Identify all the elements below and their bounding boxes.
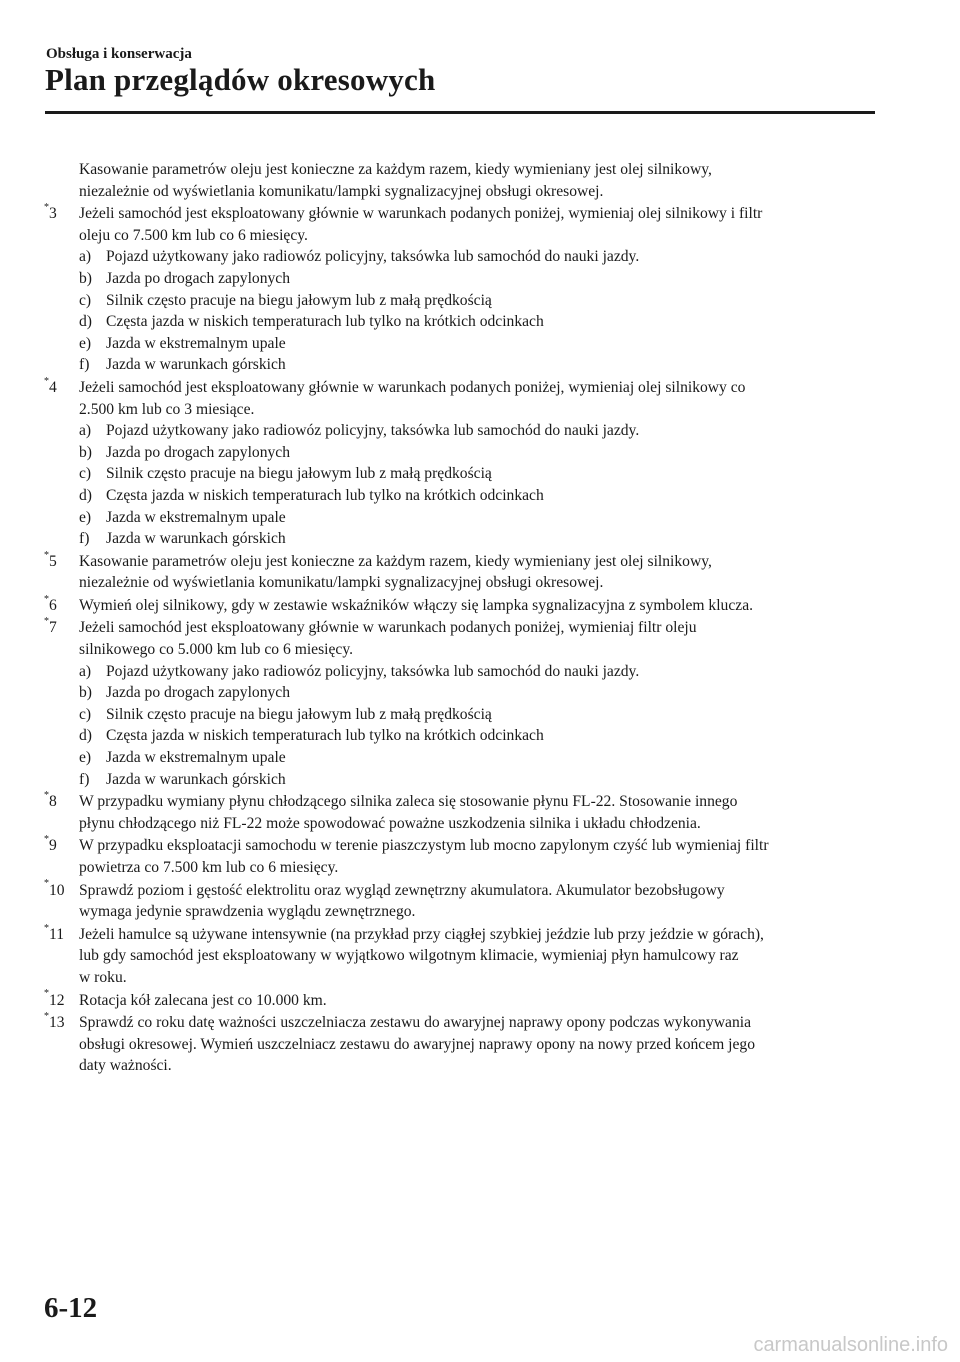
asterisk-mark: * xyxy=(44,202,49,213)
footnote-6 xyxy=(44,595,876,617)
list-item-text: Pojazd użytkowany jako radiowóz policyjny, taksówka lub samochód do nauki jazdy. xyxy=(106,662,640,680)
watermark: carmanualsonline.info xyxy=(753,1334,948,1356)
footnote-marker xyxy=(44,990,65,1012)
list-item xyxy=(79,661,876,683)
list-item-text: Silnik często pracuje na biegu jałowym lub z małą prędkością xyxy=(106,465,492,483)
footnote-number: 8 xyxy=(49,793,57,811)
list-item xyxy=(79,528,876,550)
list-item-text: Pojazd użytkowany jako radiowóz policyjny, taksówka lub samochód do nauki jazdy. xyxy=(106,422,640,440)
asterisk-mark: * xyxy=(44,922,49,934)
footnote-marker xyxy=(44,1012,65,1034)
text-line: powietrza co 7.500 km lub co 6 miesięcy. xyxy=(79,859,339,876)
list-item xyxy=(79,442,876,464)
footnote-marker xyxy=(44,551,57,573)
list-item-text: Jazda w ekstremalnym upale xyxy=(106,508,286,526)
footnote-12 xyxy=(44,990,876,1012)
list-marker: c) xyxy=(79,465,92,483)
footnote-11 xyxy=(44,924,876,989)
list-marker: f) xyxy=(79,530,90,548)
list-item-text: Jazda po drogach zapylonych xyxy=(106,684,291,702)
list-item xyxy=(79,507,876,529)
footnote-marker xyxy=(44,880,65,902)
list-item-text: Jazda w ekstremalnym upale xyxy=(106,334,286,352)
list-item-text: Jazda w warunkach górskich xyxy=(106,356,286,374)
list-marker: d) xyxy=(79,486,92,504)
page-title: Plan przeglądów okresowych xyxy=(45,62,436,97)
list-marker: d) xyxy=(79,727,92,745)
text-line: W przypadku wymiany płynu chłodzącego silnika zaleca się stosowanie płynu FL-22. Stosowanie innego xyxy=(79,793,738,811)
text-line: Rotacja kół zalecana jest co 10.000 km. xyxy=(79,991,327,1009)
asterisk-mark: * xyxy=(44,790,49,802)
list-marker: b) xyxy=(79,443,92,461)
text-line: obsługi okresowej. Wymień uszczelniacz zestawu do awaryjnej naprawy opony na nowy przed końcem jego xyxy=(79,1035,756,1053)
list-item-text: Częsta jazda w niskich temperaturach lub tylko na krótkich odcinkach xyxy=(106,727,544,745)
footnote-7 xyxy=(44,617,876,790)
footnote-number: 11 xyxy=(49,925,65,943)
footnote-marker xyxy=(44,924,64,946)
list-item xyxy=(79,420,876,442)
text-line: silnikowego co 5.000 km lub co 6 miesięcy. xyxy=(79,641,354,659)
text-line: W przypadku eksploatacji samochodu w terenie piaszczystym lub mocno zapylonym czyść lub wymieniaj filtr xyxy=(79,837,769,855)
list-marker: b) xyxy=(79,684,92,702)
intro-note xyxy=(44,159,876,202)
text-line: Jeżeli samochód jest eksploatowany głównie w warunkach podanych poniżej, wymieniaj olej silnikowy co xyxy=(79,378,746,396)
footnote-number: 13 xyxy=(49,1014,65,1032)
footnote-13 xyxy=(44,1012,876,1077)
footnote-number: 4 xyxy=(49,378,57,396)
footnotes-content xyxy=(44,159,876,1078)
text-line: Wymień olej silnikowy, gdy w zestawie wskaźników włączy się lampka sygnalizacyjna z symbolem klucza. xyxy=(79,596,754,614)
footnote-number: 3 xyxy=(49,205,57,223)
footnote-number: 10 xyxy=(49,881,65,899)
asterisk-mark: * xyxy=(44,834,49,846)
list-item xyxy=(79,246,876,268)
asterisk-mark: * xyxy=(44,1010,49,1022)
list-marker: e) xyxy=(79,749,92,767)
text-line: niezależnie od wyświetlania komunikatu/lampki sygnalizacyjnej obsługi okresowej. xyxy=(79,574,604,592)
footnote-number: 5 xyxy=(49,552,57,570)
text-line: w roku. xyxy=(79,968,127,986)
text-line: Jeżeli samochód jest eksploatowany głównie w warunkach podanych poniżej, wymieniaj filtr oleju xyxy=(79,619,697,637)
list-marker: b) xyxy=(79,269,92,287)
list-marker: c) xyxy=(79,291,92,309)
list-marker: c) xyxy=(79,705,92,723)
footnote-4 xyxy=(44,377,876,550)
list-item xyxy=(79,290,876,312)
list-item-text: Silnik często pracuje na biegu jałowym lub z małą prędkością xyxy=(106,705,492,723)
asterisk-mark: * xyxy=(44,593,49,605)
footnote-number: 7 xyxy=(49,619,57,637)
list-item-text: Częsta jazda w niskich temperaturach lub tylko na krótkich odcinkach xyxy=(106,313,544,331)
footnote-number: 6 xyxy=(49,596,57,614)
list-item xyxy=(79,268,876,290)
footnote-list xyxy=(44,203,876,1077)
list-marker: f) xyxy=(79,356,90,374)
list-marker: a) xyxy=(79,422,92,440)
footnote-5 xyxy=(44,551,876,594)
list-item xyxy=(79,311,876,333)
list-item-text: Jazda w warunkach górskich xyxy=(106,770,286,788)
footnote-marker xyxy=(44,617,57,639)
text-line: niezależnie od wyświetlania komunikatu/lampki sygnalizacyjnej obsługi okresowej. xyxy=(79,182,604,200)
asterisk-mark: * xyxy=(44,878,49,890)
footnote-10 xyxy=(44,880,876,923)
list-item xyxy=(79,485,876,507)
list-marker: f) xyxy=(79,770,90,788)
list-item xyxy=(79,704,876,726)
footnote-number: 12 xyxy=(49,991,65,1009)
text-line: Jeżeli hamulce są używane intensywnie (na przykład przy ciągłej szybkiej jeździe lub przy jeździe w górach), xyxy=(79,925,764,943)
list-marker: e) xyxy=(79,334,92,352)
list-marker: e) xyxy=(79,508,92,526)
asterisk-mark: * xyxy=(44,549,49,561)
footnote-9 xyxy=(44,835,876,878)
asterisk-mark: * xyxy=(44,375,49,387)
list-marker: d) xyxy=(79,313,92,331)
text-line: Kasowanie parametrów oleju jest konieczne za każdym razem, kiedy wymieniany jest olej silnikowy, xyxy=(79,552,712,570)
text-line: Jeżeli samochód jest eksploatowany głównie w warunkach podanych poniżej, wymieniaj olej silnikowy i filtr xyxy=(79,205,763,223)
text-line: lub gdy samochód jest eksploatowany w wyjątkowo wilgotnym klimacie, wymieniaj płyn hamulcowy raz xyxy=(79,947,739,965)
footnote-8 xyxy=(44,791,876,834)
list-item xyxy=(79,354,876,376)
list-item-text: Pojazd użytkowany jako radiowóz policyjny, taksówka lub samochód do nauki jazdy. xyxy=(106,248,640,266)
list-item-text: Częsta jazda w niskich temperaturach lub tylko na krótkich odcinkach xyxy=(106,486,544,504)
list-item-text: Jazda po drogach zapylonych xyxy=(106,443,291,461)
text-line: Sprawdź co roku datę ważności uszczelniacza zestawu do awaryjnej naprawy opony podczas wykonywania xyxy=(79,1014,752,1032)
text-line: Sprawdź poziom i gęstość elektrolitu oraz wygląd zewnętrzny akumulatora. Akumulator bezobsługowy xyxy=(79,881,725,899)
text-line: oleju co 7.500 km lub co 6 miesięcy. xyxy=(79,226,308,244)
footnote-marker xyxy=(44,595,57,617)
text-line: 2.500 km lub co 3 miesiące. xyxy=(79,400,255,418)
title-divider xyxy=(45,111,875,114)
section-heading: Obsługa i konserwacja xyxy=(46,46,192,62)
list-item xyxy=(79,463,876,485)
list-item xyxy=(79,333,876,355)
footnote-number: 9 xyxy=(49,837,57,855)
list-item xyxy=(79,769,876,791)
footnote-marker xyxy=(44,203,57,225)
text-line: płynu chłodzącego niż FL-22 może spowodować poważne uszkodzenia silnika i układu chłodzenia. xyxy=(79,814,701,832)
condition-list xyxy=(79,246,876,376)
footnote-marker xyxy=(44,791,57,813)
footnote-marker xyxy=(44,377,57,399)
condition-list xyxy=(79,661,876,791)
list-marker: a) xyxy=(79,662,92,680)
list-marker: a) xyxy=(79,248,92,266)
list-item-text: Jazda w warunkach górskich xyxy=(106,530,286,548)
text-line: wymaga jedynie sprawdzenia wyglądu zewnętrznego. xyxy=(79,903,416,921)
list-item-text: Silnik często pracuje na biegu jałowym lub z małą prędkością xyxy=(106,291,492,309)
list-item xyxy=(79,682,876,704)
text-line: daty ważności. xyxy=(79,1057,172,1075)
asterisk-mark: * xyxy=(44,616,49,628)
page-number: 6-12 xyxy=(44,1292,98,1324)
list-item-text: Jazda po drogach zapylonych xyxy=(106,269,291,287)
text-line: Kasowanie parametrów oleju jest konieczne za każdym razem, kiedy wymieniany jest olej silnikowy, xyxy=(79,161,712,178)
list-item xyxy=(79,747,876,769)
asterisk-mark: * xyxy=(44,988,49,1000)
footnote-3 xyxy=(44,203,876,376)
footnote-marker xyxy=(44,835,57,857)
condition-list xyxy=(79,420,876,550)
list-item-text: Jazda w ekstremalnym upale xyxy=(106,749,286,767)
list-item xyxy=(79,725,876,747)
